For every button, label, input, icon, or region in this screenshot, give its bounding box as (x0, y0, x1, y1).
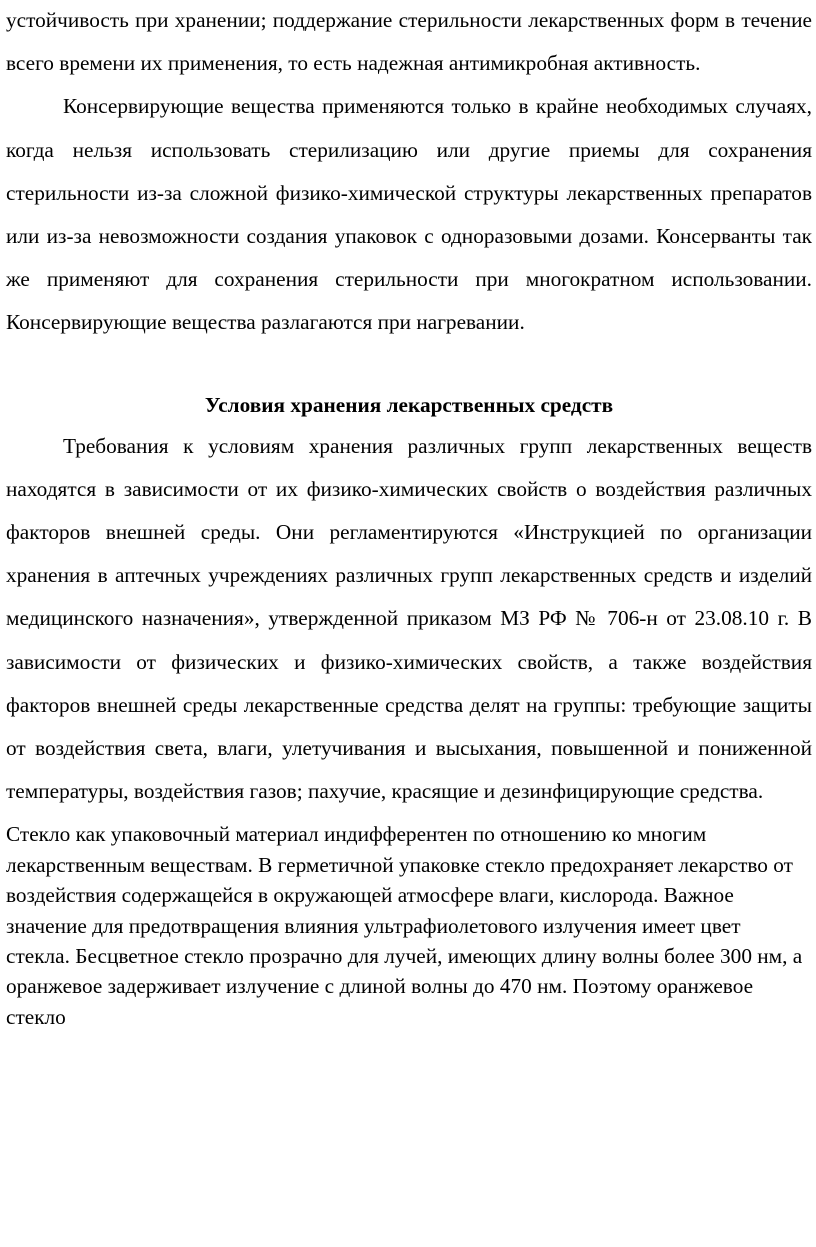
paragraph-preservatives: Консервирующие вещества применяются только в крайне необходимых случаях, когда нельзя использовать стерилизацию или другие приемы для сохранения стерильности из-за сложной физико-химической структуры лекарственных препаратов или из-за невозможности создания упаковок с одноразовыми дозами. Консерванты так же применяют для сохранения стерильности при многократном использовании. Консервирующие вещества разлагаются при нагревании. (6, 94, 812, 335)
paragraph-storage-requirements: Требования к условиям хранения различных групп лекарственных веществ находятся в зависимости от их физико-химических свойств о воздействия различных факторов внешней среды. Они регламентируются «Инструкцией по организации хранения в аптечных учреждениях различных групп лекарственных средств и изделий медицинского назначения», утвержденной приказом МЗ РФ № 706-н от 23.08.10 г. В зависимости от физических и физико-химических свойств, а также воздействия факторов внешней среды лекарственные средства делят на группы: требующие защиты от воздействия света, влаги, улетучивания и высыхания, повышенной и пониженной температуры, воздействия газов; пахучие, красящие и дезинфицирующие средства. (6, 433, 812, 804)
paragraph-glass-packaging: Стекло как упаковочный материал индифферентен по отношению ко многим лекарственным веществам. В герметичной упаковке стекло предохраняет лекарство от воздействия содержащейся в окружающей атмосфере влаги, кислорода. Важное значение для предотвращения влияния ультрафиолетового излучения имеет цвет стекла. Бесцветное стекло прозрачно для лучей, имеющих длину волны более 300 нм, а оранжевое задерживает излучение с длиной волны до 470 нм. Поэтому оранжевое стекло (6, 822, 803, 1029)
paragraph-sterility-continuation: устойчивость при хранении; поддержание стерильности лекарственных форм в течение всего времени их применения, то есть надежная антимикробная активность. (6, 8, 812, 76)
section-heading-storage-conditions: Условия хранения лекарственных средств (204, 392, 614, 417)
